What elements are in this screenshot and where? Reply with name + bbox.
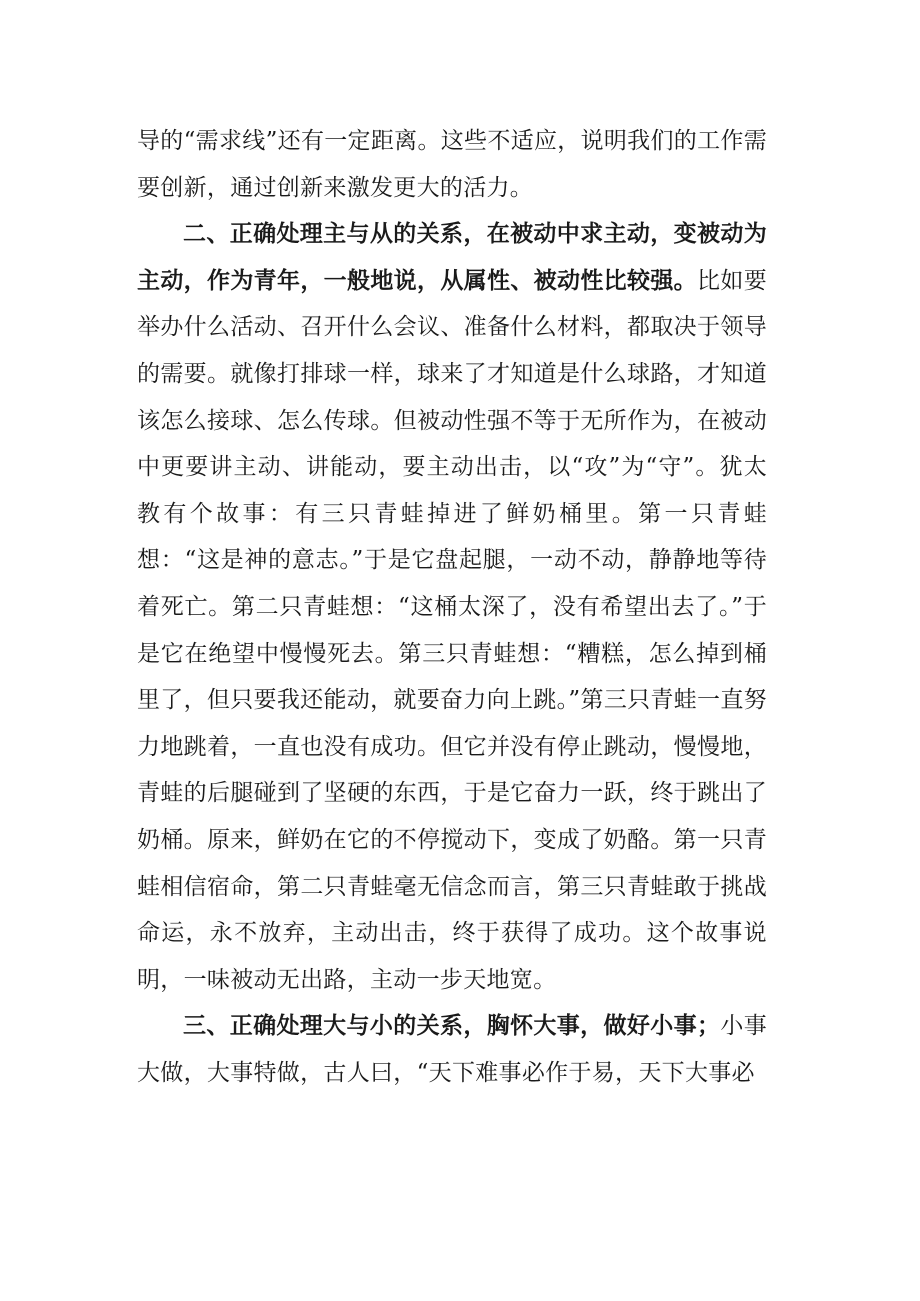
paragraph-3 [137,1003,767,1096]
section-2-heading: 二、正确处理主与从的关系，在被动中求主动，变被动为主动，作为青年，一般地说，从属性、被动性比较强。 [137,221,767,294]
paragraph-2 [137,211,767,1003]
paragraph-2-text: 比如要举办什么活动、召开什么会议、准备什么材料，都取决于领导的需要。就像打排球一样，球来了才知道是什么球路，才知道该怎么接球、怎么传球。但被动性强不等于无所作为，在被动中更要讲主动、讲能动，要主动出击，以“攻”为“守”。犹太教有个故事：有三只青蛙掉进了鲜奶桶里。第一只青蛙想：“这是神的意志。”于是它盘起腿，一动不动，静静地等待着死亡。第二只青蛙想：“这桶太深了，没有希望出去了。”于是它在绝望中慢慢死去。第三只青蛙想：“糟糕，怎么掉到桶里了，但只要我还能动，就要奋力向上跳。”第三只青蛙一直努力地跳着，一直也没有成功。但它并没有停止跳动，慢慢地，青蛙的后腿碰到了坚硬的东西，于是它奋力一跃，终于跳出了奶桶。原来，鲜奶在它的不停搅动下，变成了奶酪。第一只青蛙相信宿命，第二只青蛙毫无信念而言，第三只青蛙敢于挑战命运，永不放弃，主动出击，终于获得了成功。这个故事说明，一味被动无出路，主动一步天地宽。 [137,267,768,993]
section-3-heading: 三、正确处理大与小的关系，胸怀大事，做好小事； [183,1013,721,1040]
document-body [137,118,767,1096]
paragraph-1-text: 导的“需求线”还有一定距离。这些不适应，说明我们的工作需要创新，通过创新来激发更大的活力。 [137,128,767,201]
paragraph-3-text: 小事大做，大事特做，古人曰，“天下难事必作于易，天下大事必 [137,1013,767,1086]
paragraph-1 [137,118,767,211]
